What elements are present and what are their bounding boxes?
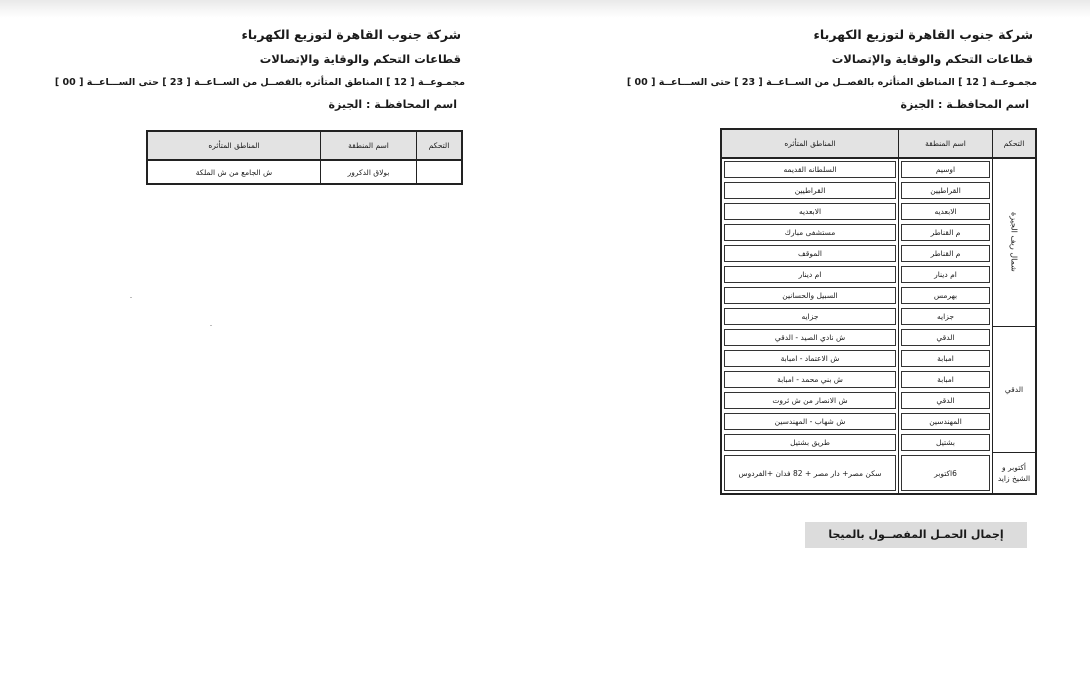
table-row [722, 369, 1035, 390]
document-page-left [54, 22, 465, 177]
control-cell [416, 161, 461, 183]
header-area: اسم المنطقة [320, 132, 416, 161]
control-group-cell [992, 327, 1035, 453]
viewer-top-bar [0, 0, 1090, 18]
affected-value: ش الجامع من ش الملكة [195, 167, 273, 177]
affected-value: القراطيين [724, 182, 896, 199]
area-value: بهرمس [901, 287, 990, 304]
total-load-label: إجمال الحمـل المفصــول بالميجا [805, 522, 1027, 548]
area-value: المهندسين [901, 413, 990, 430]
affected-value: جزايه [724, 308, 896, 325]
area-value: القراطيين [901, 182, 990, 199]
area-value: بشتيل [901, 434, 990, 451]
affected-value: ش شهاب - المهندسين [724, 413, 896, 430]
area-value: الدقي [901, 392, 990, 409]
affected-value: الموقف [724, 245, 896, 262]
affected-areas-table [720, 128, 1037, 495]
governorate-label: اسم المحافظـة : الجيزة [900, 98, 1029, 111]
affected-value: ش نادي الصيد - الدقي [724, 329, 896, 346]
area-value: م القناطر [901, 245, 990, 262]
affected-areas-table [146, 130, 463, 185]
header-affected: المناطق المتأثره [722, 130, 898, 159]
affected-value: ش الاعتماد - امبابة [724, 350, 896, 367]
control-group-label: أكتوبر و الشيخ زايد [997, 463, 1031, 483]
table-row [722, 222, 1035, 243]
affected-value: الابعديه [724, 203, 896, 220]
header-control: التحكم [992, 130, 1035, 159]
group-line: مجمـوعــة [ 12 ] المناطق المتأثره بالفصــل من الســاعــة [ 23 ] حتى الســـاعــة [ 00 ] [626, 77, 1037, 88]
area-value: بولاق الدكرور [347, 167, 390, 177]
scan-speck [130, 297, 132, 298]
table-row [722, 453, 1035, 493]
affected-value: السلطانه القديمه [724, 161, 896, 178]
area-value: م القناطر [901, 224, 990, 241]
header-area: اسم المنطقة [898, 130, 992, 159]
governorate-label: اسم المحافظـة : الجيزة [328, 98, 457, 111]
table-row [722, 432, 1035, 453]
table-row [722, 327, 1035, 348]
table-header-row [148, 132, 461, 161]
table-header-row [722, 130, 1035, 159]
area-value: امبابة [901, 371, 990, 388]
control-group-label: شمال ريف الجيزة [1009, 211, 1019, 272]
document-page-right [626, 22, 1037, 541]
table-row [722, 180, 1035, 201]
scan-speck [210, 325, 212, 326]
table-row [722, 306, 1035, 327]
table-row [722, 159, 1035, 180]
area-value: جزايه [901, 308, 990, 325]
table-row [722, 348, 1035, 369]
affected-value: مستشفى مبارك [724, 224, 896, 241]
area-value: الدقي [901, 329, 990, 346]
control-group-cell [992, 453, 1035, 493]
affected-value: ام دينار [724, 266, 896, 283]
affected-value: ش بني محمد - امبابة [724, 371, 896, 388]
table-row [148, 161, 461, 183]
area-cell [320, 161, 416, 183]
company-title: شركة جنوب القاهرة لتوزيع الكهرباء [813, 27, 1033, 42]
control-group-cell [992, 159, 1035, 327]
table-row [722, 243, 1035, 264]
sector-title: قطاعات التحكم والوقاية والإتصالات [259, 52, 461, 66]
area-value: امبابة [901, 350, 990, 367]
area-value: اوسيم [901, 161, 990, 178]
table-row [722, 285, 1035, 306]
affected-value: سكن مصر+ دار مصر + 82 فدان +الفردوس [724, 455, 896, 491]
company-title: شركة جنوب القاهرة لتوزيع الكهرباء [241, 27, 461, 42]
header-affected: المناطق المتأثره [148, 132, 320, 161]
control-group-label: الدقي [1004, 385, 1024, 394]
table-row [722, 201, 1035, 222]
header-control: التحكم [416, 132, 461, 161]
affected-value: طريق بشتيل [724, 434, 896, 451]
affected-cell [148, 161, 320, 183]
sector-title: قطاعات التحكم والوقاية والإتصالات [831, 52, 1033, 66]
affected-value: السبيل والحسانين [724, 287, 896, 304]
table-row [722, 264, 1035, 285]
group-line: مجمـوعــة [ 12 ] المناطق المتأثره بالفصــل من الســاعــة [ 23 ] حتى الســـاعــة [ 00 ] [54, 77, 465, 88]
affected-value: ش الانصار من ش ثروت [724, 392, 896, 409]
table-row [722, 411, 1035, 432]
area-value: الابعديه [901, 203, 990, 220]
table-row [722, 390, 1035, 411]
area-value: 6اكتوبر [901, 455, 990, 491]
area-value: ام دينار [901, 266, 990, 283]
